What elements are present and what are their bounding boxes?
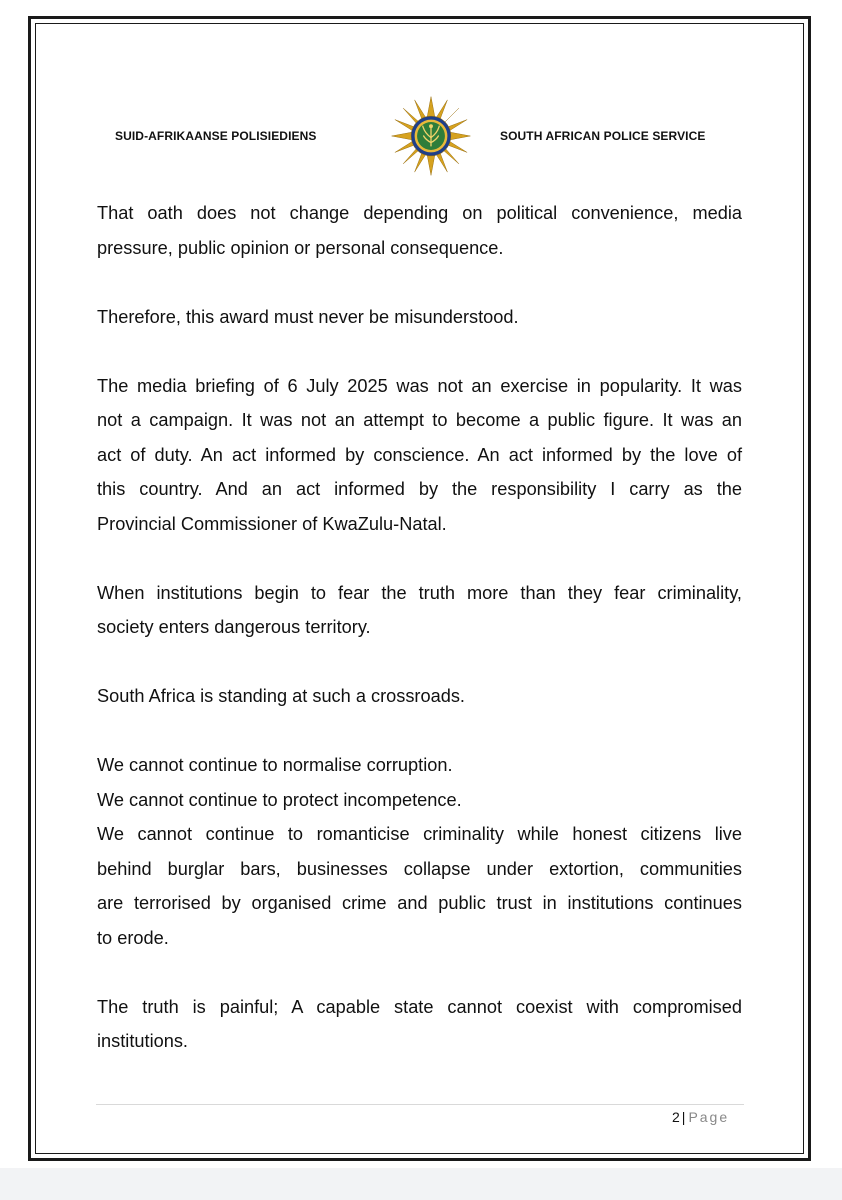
text-line: We cannot continue to protect incompetence.: [97, 789, 462, 810]
text-line: act of duty. An act informed by conscience. An act informed by the love of: [97, 444, 742, 465]
document-body: [97, 196, 742, 1093]
paragraph-truth: [97, 990, 742, 1059]
text-line: We cannot continue to normalise corruption.: [97, 755, 453, 775]
page-separator: |: [681, 1109, 686, 1125]
text-line: this country. And an act informed by the responsibility I carry as the: [97, 479, 742, 499]
footer-divider: [96, 1104, 744, 1105]
text-line: society enters dangerous territory.: [97, 617, 371, 637]
paragraph-crossroads: South Africa is standing at such a crossroads.: [97, 686, 465, 706]
paragraph-cannot-continue: [97, 748, 742, 955]
text-line: The media briefing of 6 July 2025 was not an exercise in popularity. It was: [97, 375, 742, 396]
text-line: institutions.: [97, 1031, 188, 1051]
text-line: We cannot continue to romanticise criminality while honest citizens live: [97, 824, 742, 844]
text-line: to erode.: [97, 927, 169, 948]
page-number: 2: [672, 1109, 680, 1125]
text-line: behind burglar bars, businesses collapse under extortion, communities: [97, 858, 742, 879]
text-line: The truth is painful; A capable state cannot coexist with compromised: [97, 996, 742, 1017]
paragraph-award: Therefore, this award must never be misunderstood.: [97, 306, 519, 327]
page-number-footer: [672, 1109, 729, 1125]
text-line: That oath does not change depending on political convenience, media: [97, 203, 742, 223]
saps-star-emblem-icon: [390, 95, 472, 177]
text-line: Provincial Commissioner of KwaZulu-Natal.: [97, 513, 447, 534]
text-line: When institutions begin to fear the truth more than they fear criminality,: [97, 582, 742, 603]
text-line: are terrorised by organised crime and public trust in institutions continues: [97, 893, 742, 913]
text-line: not a campaign. It was not an attempt to become a public figure. It was an: [97, 410, 742, 430]
header-afrikaans-title: SUID-AFRIKAANSE POLISIEDIENS: [115, 129, 317, 143]
page-label: Page: [688, 1109, 730, 1125]
paragraph-oath: [97, 196, 742, 265]
paragraph-media-briefing: [97, 369, 742, 542]
header-english-title: SOUTH AFRICAN POLICE SERVICE: [500, 129, 706, 143]
paragraph-institutions: [97, 576, 742, 645]
text-line: pressure, public opinion or personal consequence.: [97, 237, 504, 258]
bottom-background-strip: [0, 1168, 842, 1200]
